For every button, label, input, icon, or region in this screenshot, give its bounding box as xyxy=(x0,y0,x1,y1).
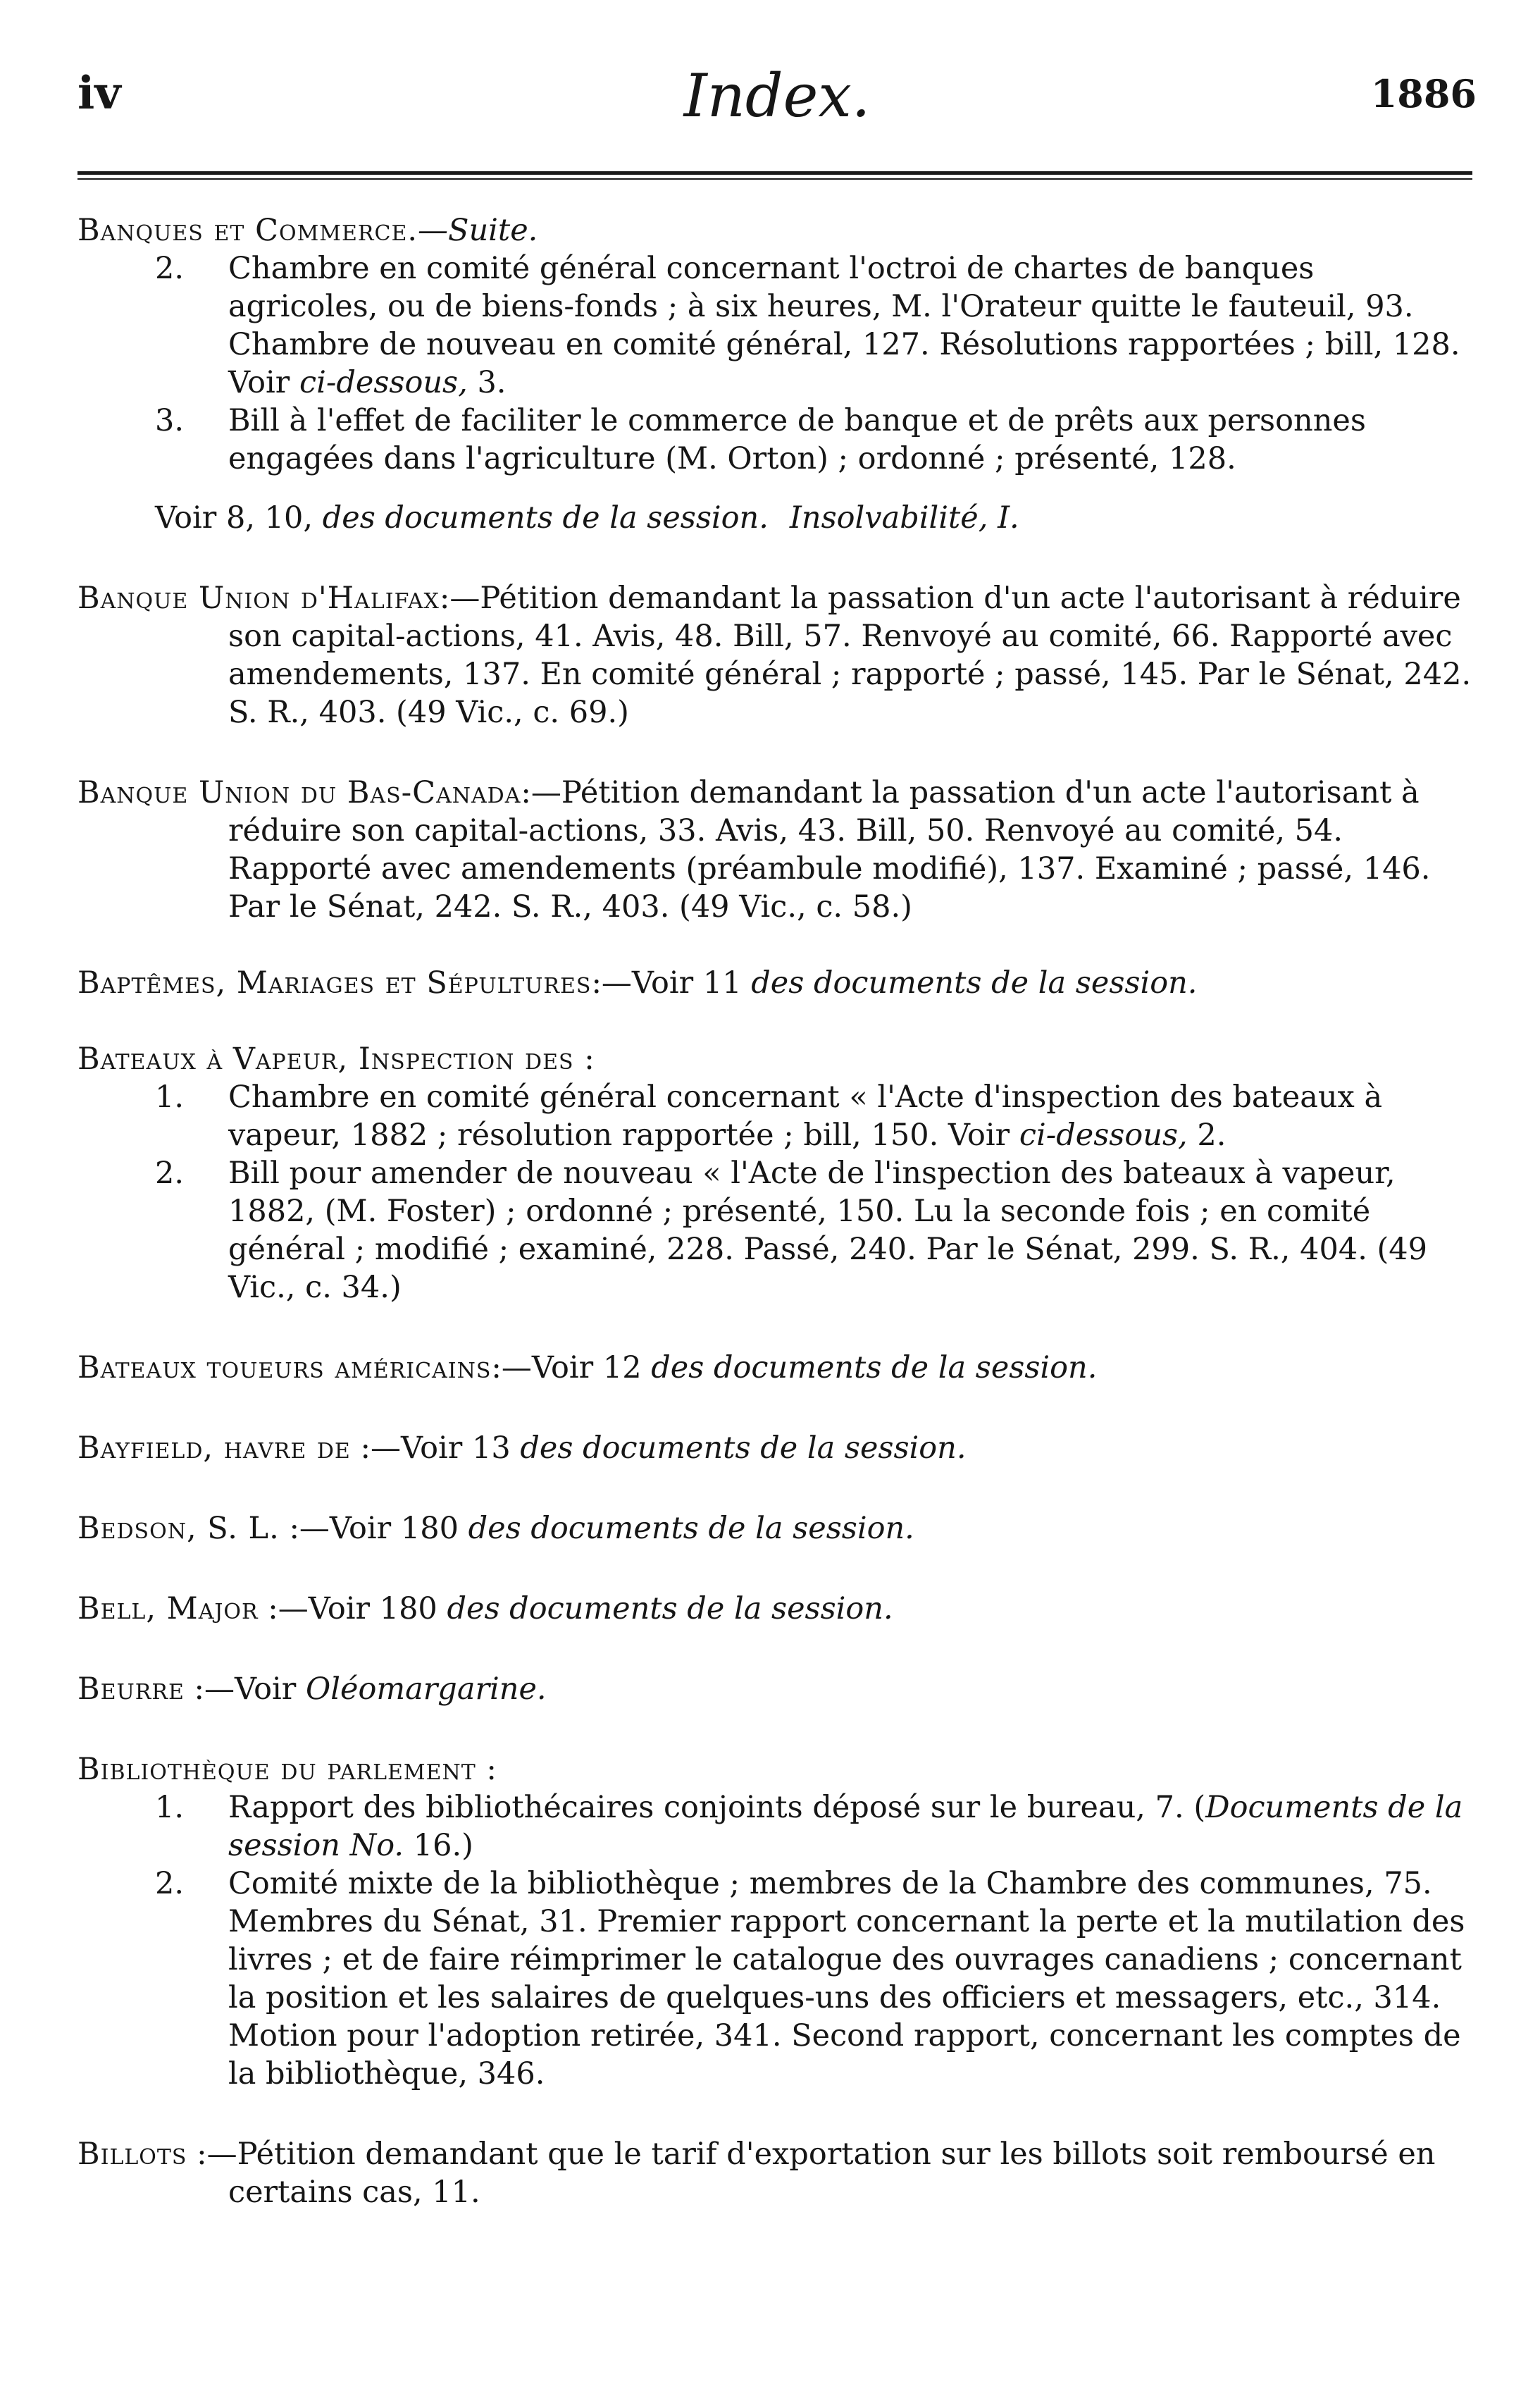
entry-heading: Beurre xyxy=(77,1671,185,1707)
entry-item xyxy=(77,1865,1472,2093)
entry-text: :—Pétition demandant la passation d'un acte l'autorisant à réduire son capital-actions, 41. Avis, 48. Bill, 57. Renvoyé au comité, 66. Rapporté avec amendements, 137. En comité général ; rapporté ; passé, 145. Par le Sénat, 242. S. R., 403. (49 Vic., c. 69.) xyxy=(228,581,1472,730)
entry-ref: Oléomargarine. xyxy=(306,1671,547,1707)
entry-banque-union-halifax xyxy=(77,579,1472,731)
item-text: Chambre en comité général concernant « l'Acte d'inspection des bateaux à vapeur, 1882 ; résolution rapportée ; bill, 150. Voir xyxy=(228,1080,1383,1153)
item-number: 2. xyxy=(155,1156,185,1191)
item-number: 1. xyxy=(155,1790,185,1825)
entry-heading: Banque Union d'Halifax xyxy=(77,581,440,616)
item-number: 2. xyxy=(155,1866,185,1901)
entry-bateaux-toueurs xyxy=(77,1349,1472,1387)
entry-heading: Banque Union du Bas-Canada xyxy=(77,775,521,810)
entry-item xyxy=(77,1788,1472,1865)
item-ref: ci-dessous, xyxy=(299,365,468,400)
page-title: Index. xyxy=(683,61,871,130)
entry-heading: Banques et Commerce. xyxy=(77,213,418,248)
entry-text: :—Voir 13 xyxy=(350,1430,521,1466)
running-head xyxy=(77,61,1477,137)
header-rule-thick xyxy=(77,171,1472,175)
entry-heading: Bibliothèque du parlement : xyxy=(77,1752,497,1787)
entry-ref: des documents de la session. xyxy=(447,1591,893,1626)
entry-text: :—Voir 180 xyxy=(279,1511,468,1546)
item-number: 1. xyxy=(155,1080,185,1115)
entry-text: :—Pétition demandant la passation d'un acte l'autorisant à réduire son capital-actions, 33. Avis, 43. Bill, 50. Renvoyé au comité, 54. Rapporté avec amendements (préambule modifié), 137. Examiné ; passé, 146. Par le Sénat, 242. S. R., 403. (49 Vic., c. 58.) xyxy=(228,775,1431,925)
entry-bibliotheque xyxy=(77,1750,1472,2093)
entry-ref: des documents de la session. xyxy=(468,1511,914,1546)
item-tail: 2. xyxy=(1187,1118,1227,1153)
entry-text: :—Voir 12 xyxy=(491,1350,652,1385)
voir-ref-secondary: Insolvabilité, I. xyxy=(789,500,1019,536)
header-rule-thin xyxy=(77,178,1472,180)
entry-beurre xyxy=(77,1670,1472,1708)
entry-heading: Billots xyxy=(77,2137,187,2172)
voir-prefix: Voir 8, 10, xyxy=(155,500,323,536)
entry-text: :—Voir 11 xyxy=(591,965,752,1001)
entry-item xyxy=(77,402,1472,478)
item-ref: Documents de la session No. xyxy=(228,1790,1463,1863)
entry-ref: des documents de la session. xyxy=(520,1430,967,1466)
item-number: 2. xyxy=(155,251,185,286)
entry-billots xyxy=(77,2135,1472,2211)
entry-heading: Bedson, S. L. xyxy=(77,1511,280,1546)
item-text: Comité mixte de la bibliothèque ; membres de la Chambre des communes, 75. Membres du Sénat, 31. Premier rapport concernant la perte et la mutilation des livres ; et de faire réimprimer le catalogue des ouvrages canadiens ; concernant la position et les salaires de quelques-uns des officiers et messagers, etc., 314. Motion pour l'adoption retirée, 341. Second rapport, concernant les comptes de la bibliothèque, 346. xyxy=(228,1866,1465,2091)
entry-bateaux-vapeur xyxy=(77,1040,1472,1306)
item-number: 3. xyxy=(155,403,185,438)
entry-continuation: —Suite. xyxy=(418,213,538,248)
item-tail: 3. xyxy=(467,365,507,400)
item-text: Rapport des bibliothécaires conjoints déposé sur le bureau, 7. ( xyxy=(228,1790,1206,1825)
year: 1886 xyxy=(1370,71,1477,116)
entry-bayfield xyxy=(77,1429,1472,1467)
entry-heading: Bateaux à Vapeur, Inspection des : xyxy=(77,1042,595,1077)
entry-item xyxy=(77,1154,1472,1306)
item-text: Bill à l'effet de faciliter le commerce de banque et de prêts aux personnes engagées dans l'agriculture (M. Orton) ; ordonné ; présenté, 128. xyxy=(228,403,1366,476)
item-tail: 16.) xyxy=(404,1828,473,1863)
page-number: iv xyxy=(77,67,121,120)
entry-ref: des documents de la session. xyxy=(751,965,1198,1001)
item-ref: ci-dessous, xyxy=(1019,1118,1188,1153)
entry-heading: Bateaux toueurs américains xyxy=(77,1350,492,1385)
entry-banques-commerce xyxy=(77,211,1472,537)
entry-bedson xyxy=(77,1509,1472,1547)
entry-text: :—Pétition demandant que le tarif d'exportation sur les billots soit remboursé en certains cas, 11. xyxy=(187,2137,1436,2210)
item-text: Bill pour amender de nouveau « l'Acte de l'inspection des bateaux à vapeur, 1882, (M. Foster) ; ordonné ; présenté, 150. Lu la seconde fois ; en comité général ; modifié ; examiné, 228. Passé, 240. Par le Sénat, 299. S. R., 404. (49 Vic., c. 34.) xyxy=(228,1156,1428,1305)
entry-text: :—Voir 180 xyxy=(258,1591,447,1626)
entry-banque-union-bas-canada xyxy=(77,774,1472,926)
entry-item xyxy=(77,1078,1472,1154)
entry-heading: Baptêmes, Mariages et Sépultures xyxy=(77,965,592,1001)
entry-heading: Bayfield, havre de xyxy=(77,1430,351,1466)
entry-ref: des documents de la session. xyxy=(651,1350,1098,1385)
entry-heading: Bell, Major xyxy=(77,1591,259,1626)
entry-item xyxy=(77,249,1472,402)
entry-bell xyxy=(77,1590,1472,1628)
cross-reference xyxy=(77,499,1472,537)
entry-text: :—Voir xyxy=(184,1671,306,1707)
index-body xyxy=(77,211,1472,2211)
voir-ref: des documents de la session. xyxy=(322,500,769,536)
entry-baptemes xyxy=(77,964,1472,1002)
item-text: Chambre en comité général concernant l'octroi de chartes de banques agricoles, ou de biens-fonds ; à six heures, M. l'Orateur quitte le fauteuil, 93. Chambre de nouveau en comité général, 127. Résolutions rapportées ; bill, 128. Voir xyxy=(228,251,1460,400)
